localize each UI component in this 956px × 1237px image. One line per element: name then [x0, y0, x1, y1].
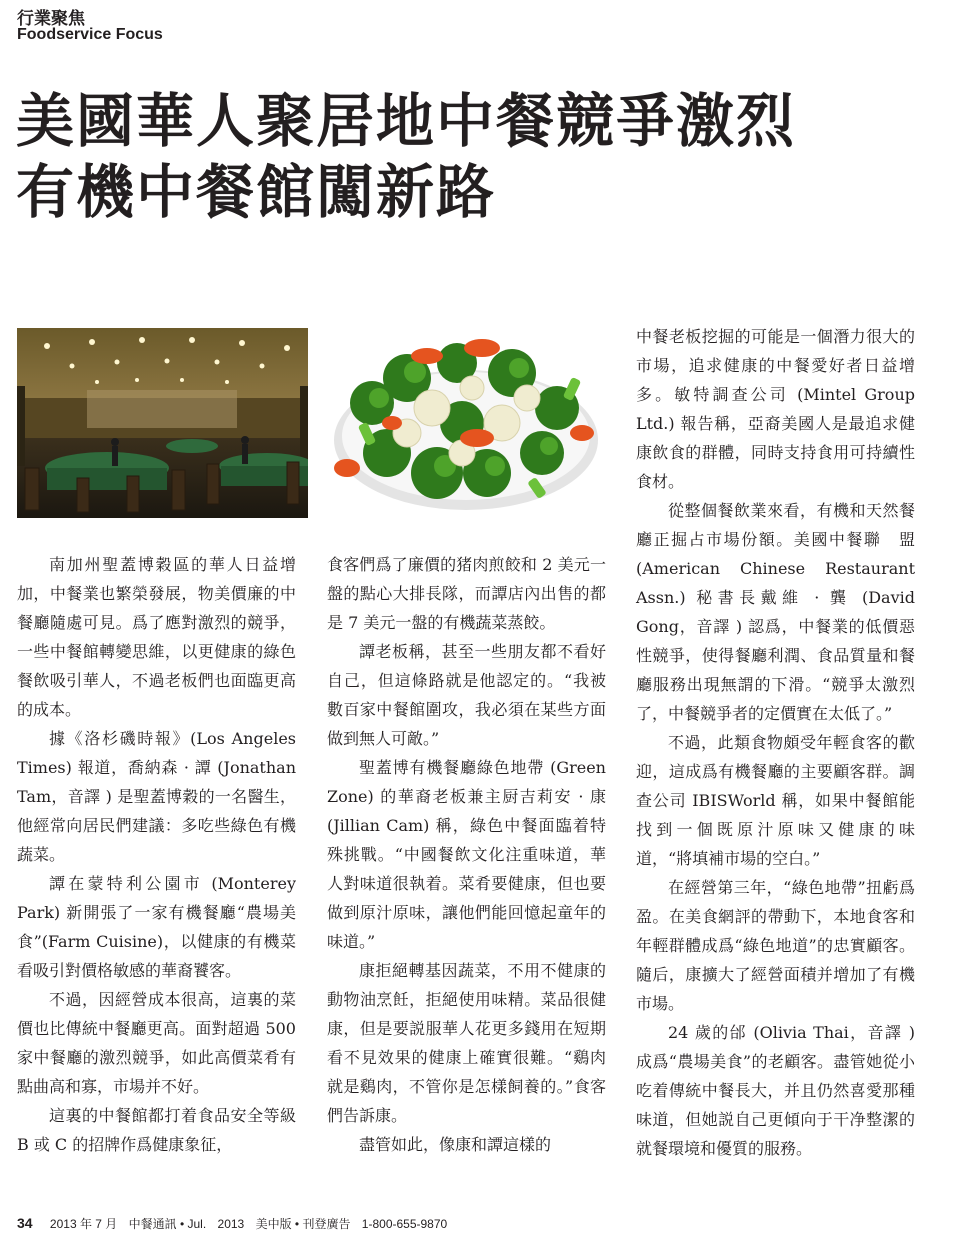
- headline-line-2: 有機中餐館闖新路: [16, 158, 497, 226]
- paragraph: 譚老板稱，甚至一些朋友都不看好自己，但這條路就是他認定的。“我被數百家中餐館圍攻，我必須在某些方面做到無人可敵。”: [327, 642, 606, 748]
- paragraph: 這裏的中餐館都打着食品安全等級 B 或 C 的招牌作爲健康象征，: [17, 1106, 296, 1154]
- vegetable-photo-illustration: [327, 328, 605, 518]
- edition-label: 美中版 • 刊登廣告: [255, 1217, 351, 1231]
- paragraph: 不過，因經營成本很高，這裏的菜價也比傳統中餐廳更高。面對超過 500 家中餐廳的激烈競爭，如此高價菜肴有點曲高和寡，市場并不好。: [17, 990, 296, 1096]
- paragraph: 不過，此類食物頗受年輕食客的歡迎，這成爲有機餐廳的主要顧客群。調查公司 IBISWorld 稱，如果中餐館能找到一個既原汁原味又健康的味道，“將填補市場的空白。”: [636, 733, 915, 868]
- restaurant-dining-room-photo: [17, 328, 308, 518]
- paragraph: 盡管如此，像康和譚這樣的: [359, 1135, 552, 1154]
- headline-line-1: 美國華人聚居地中餐競爭激烈: [16, 87, 797, 155]
- paragraph: 南加州聖蓋博穀區的華人日益增加，中餐業也繁榮發展，物美價廉的中餐廳隨處可見。爲了應對激烈的競爭，一些中餐館轉變思維，以更健康的綠色餐飲吸引華人，不過老板們也面臨更高的成本。: [17, 555, 296, 719]
- paragraph: 康拒絕轉基因蔬菜，不用不健康的動物油烹飪，拒絕使用味精。菜品很健康，但是要説服華人花更多錢用在短期看不見效果的健康上確實很難。“鷄肉就是鷄肉，不管你是怎樣飼養的。”食客們告訴康。: [327, 961, 606, 1125]
- article-column-3: [636, 322, 915, 1163]
- paragraph-continued: 食客們爲了廉價的猪肉煎餃和 2 美元一盤的點心大排長隊，而譚店內出售的都是 7 美元一盤的有機蔬菜蒸餃。: [327, 555, 606, 632]
- page-footer: [17, 1215, 455, 1232]
- paragraph: 從整個餐飲業來看，有機和天然餐廳正掘占市場份額。美國中餐聯 盟 (American Chinese Restaurant Assn.) 秘書長戴維 · 龔 (David Gong，音譯 ) 認爲，中餐業的低價惡性競爭，使得餐廳利潤、食品質量和餐廳服務出現無謂的下滑。“競爭太激烈了，中餐競爭者的定價實在太低了。”: [636, 501, 915, 723]
- issue-date: 2013 年 7 月: [49, 1217, 118, 1231]
- vegetable-plate-photo: [327, 328, 605, 518]
- paragraph: 據《洛杉磯時報》(Los Angeles Times) 報道，喬納森 · 譚 (Jonathan Tam，音譯 ) 是聖蓋博穀的一名醫生，他經常向居民們建議：多吃些綠色有機蔬菜。: [17, 729, 296, 864]
- article-column-1: [17, 550, 296, 1159]
- page-number: 34: [17, 1215, 33, 1231]
- paragraph-continued: 中餐老板挖掘的可能是一個潛力很大的市場，追求健康的中餐愛好者日益增多。敏特調查公司 (Mintel Group Ltd.) 報告稱，亞裔美國人是最追求健康飲食的群體，同時支持食用可持續性食材。: [636, 327, 915, 491]
- section-label-chinese: 行業聚焦: [17, 9, 85, 29]
- section-label-english: Foodservice Focus: [17, 26, 163, 43]
- article-column-2: [327, 550, 606, 1159]
- phone-number: 1-800-655-9870: [361, 1217, 448, 1231]
- paragraph: 聖蓋博有機餐廳綠色地帶 (Green Zone) 的華裔老板兼主厨吉莉安 · 康 (Jillian Cam) 稱，綠色中餐面臨着特殊挑戰。“中國餐飲文化注重味道，華人對味道很執着。菜肴要健康，但也要做到原汁原味，讓他們能回憶起童年的味道。”: [327, 758, 606, 951]
- restaurant-photo-illustration: [17, 328, 308, 518]
- paragraph: 譚在蒙特利公園市 (Monterey Park) 新開張了一家有機餐廳“農場美食”(Farm Cuisine)，以健康的有機菜看吸引對價格敏感的華裔饕客。: [17, 874, 296, 980]
- article-headline: [16, 86, 946, 228]
- paragraph: 24 歲的邰 (Olivia Thai，音譯 ) 成爲“農場美食”的老顧客。盡管她從小吃着傳統中餐長大，并且仍然喜愛那種味道，但她説自己更傾向于干净整潔的就餐環境和優質的服務。: [636, 1023, 915, 1158]
- publication-name: 中餐通訊 • Jul.: [128, 1217, 207, 1231]
- paragraph: 在經營第三年，“綠色地帶”扭虧爲盈。在美食網評的帶動下，本地食客和年輕群體成爲“綠色地道”的忠實顧客。隨后，康擴大了經營面積并增加了有機市場。: [636, 878, 915, 1013]
- issue-year: 2013: [217, 1217, 245, 1231]
